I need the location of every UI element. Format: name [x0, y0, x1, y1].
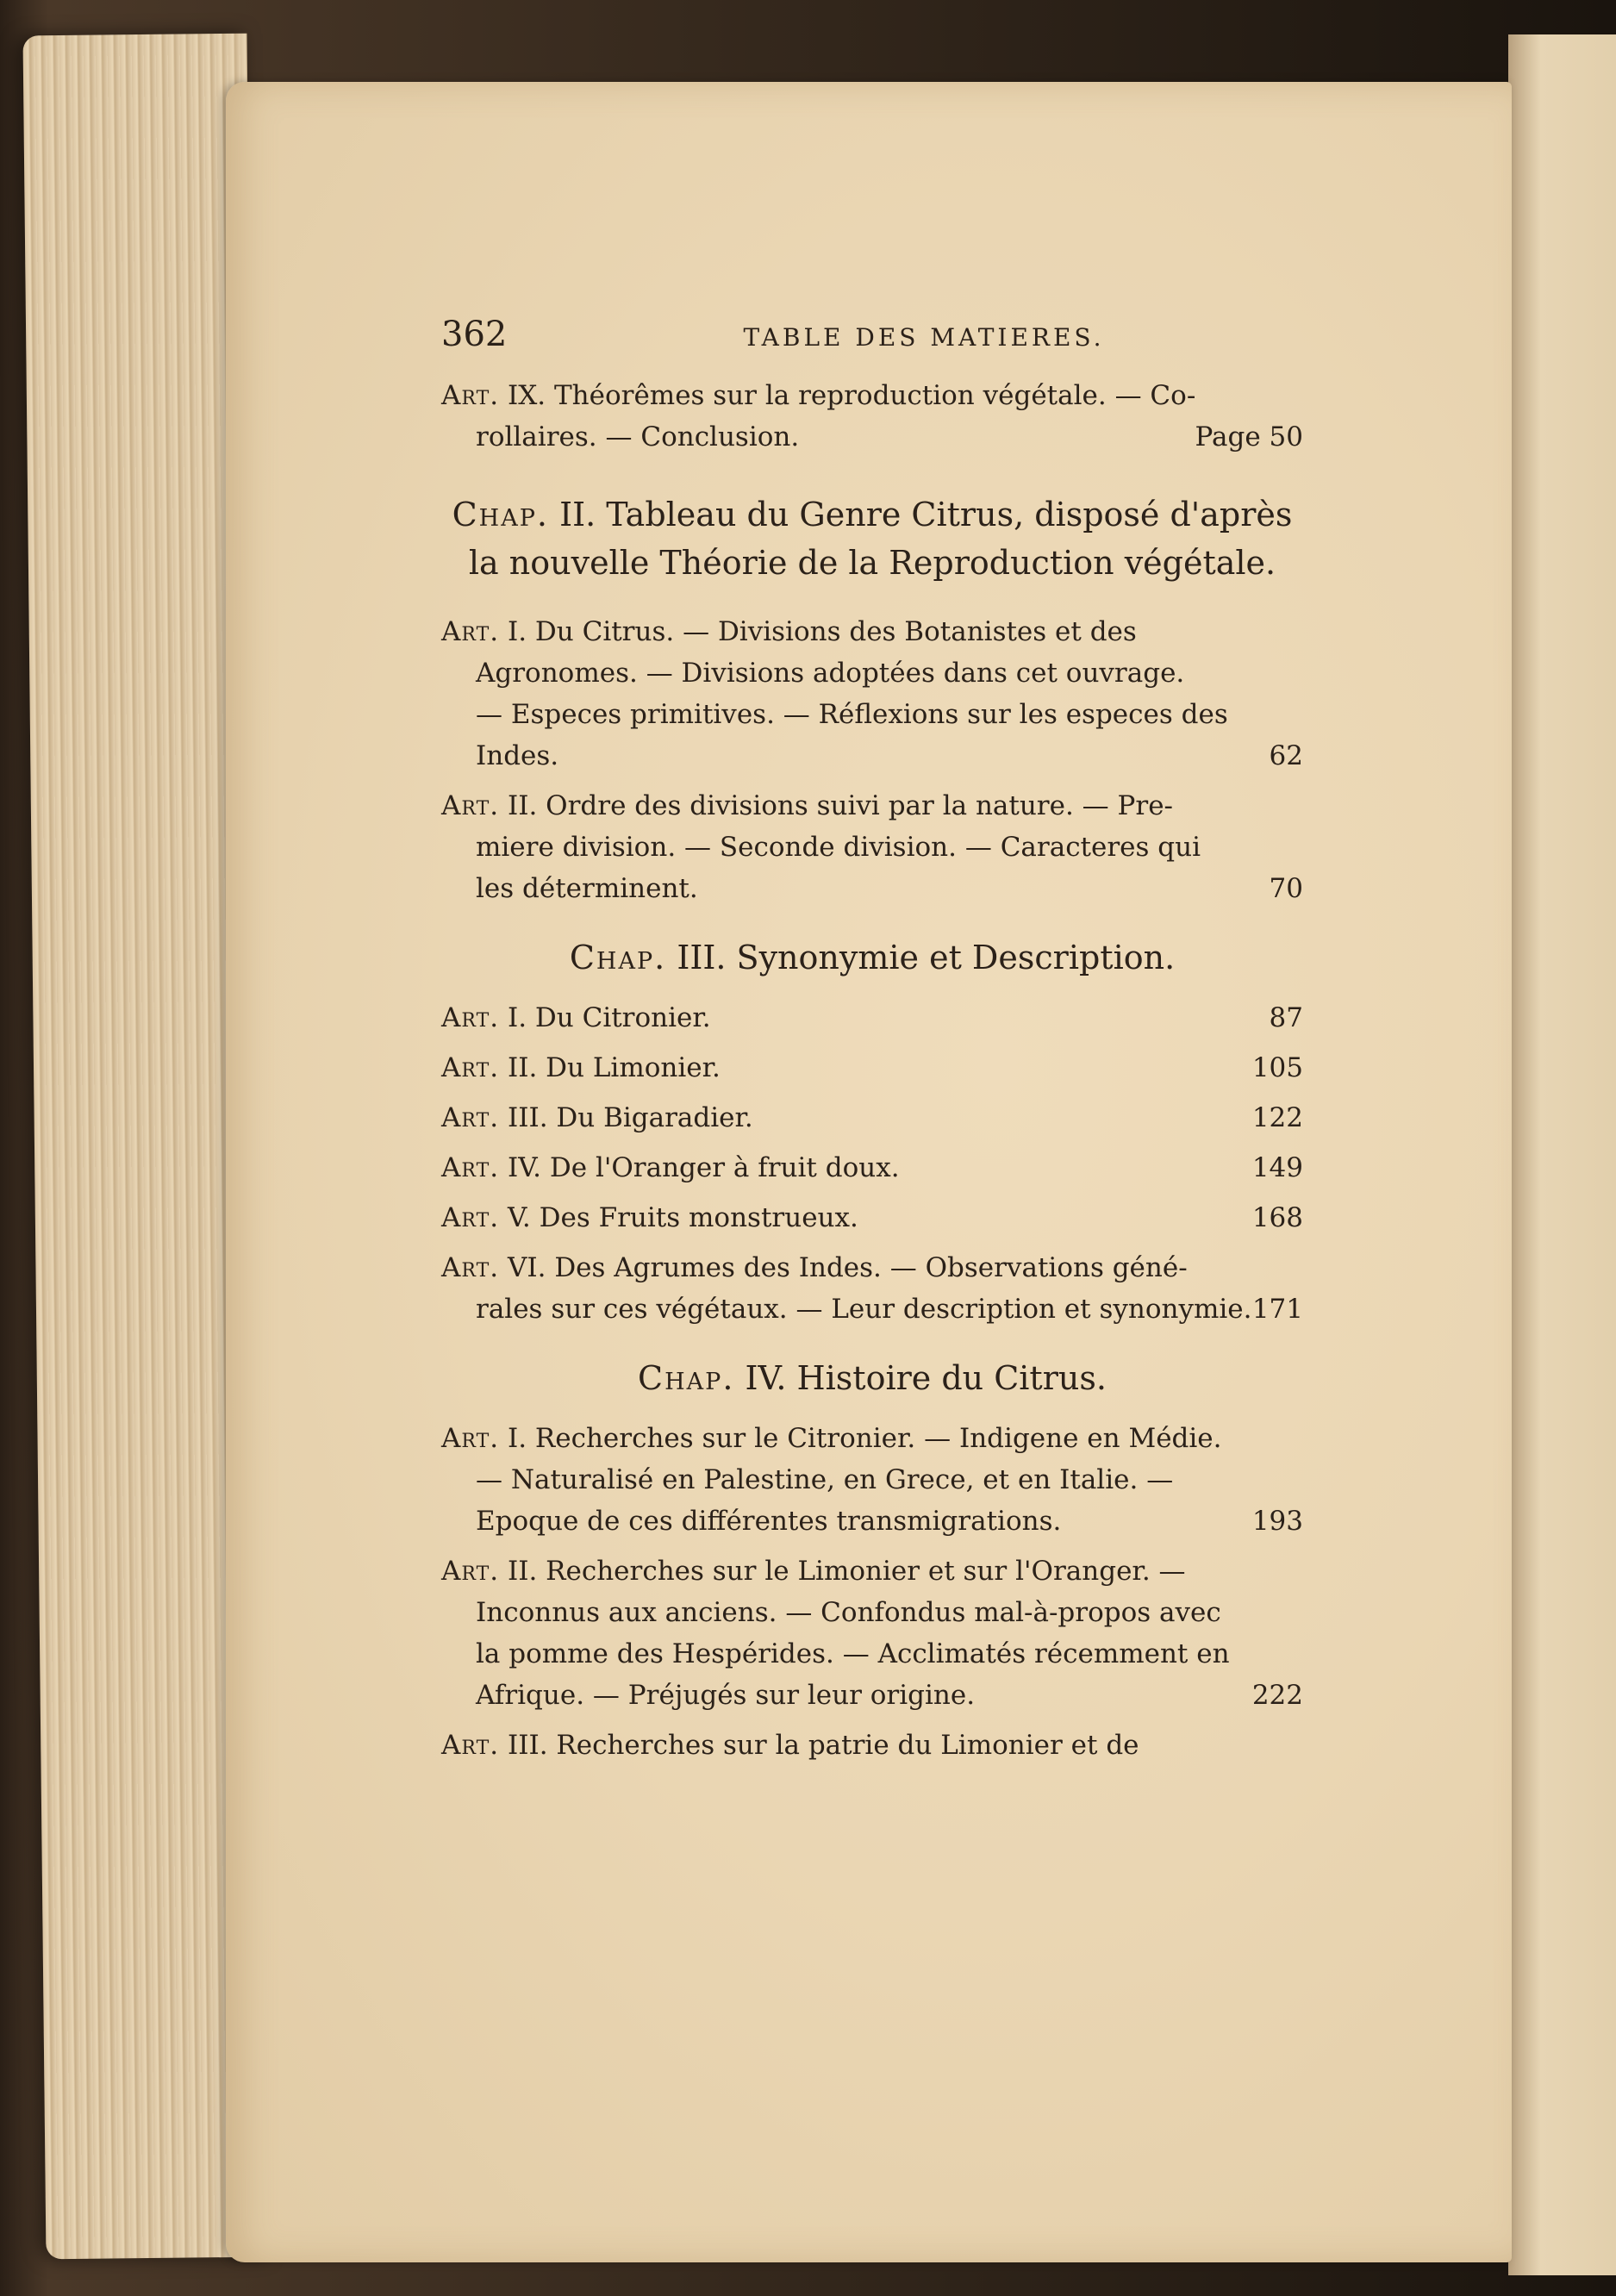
facing-page-strip: [1508, 34, 1616, 2275]
toc-entry: Art. I. Du Citrus. — Divisions des Botanistes et des Agronomes. — Divisions adoptées dans cet ouvrage. — Especes primitives. — Réflexions sur les especes des Indes. 62: [441, 611, 1303, 777]
page-ref: 122: [1251, 1102, 1303, 1133]
toc-entry: Art. VI. Des Agrumes des Indes. — Observations géné- rales sur ces végétaux. — Leur description et synonymie. 171: [441, 1247, 1303, 1330]
toc-entry: Art. III. Recherches sur la patrie du Limonier et de: [441, 1730, 1139, 1761]
page-ref: 105: [1251, 1052, 1303, 1083]
chapter-heading: Chap. III. Synonymie et Description.: [569, 939, 1176, 976]
toc-entry: Art. V. Des Fruits monstrueux. 168: [441, 1197, 1303, 1238]
toc-entry: Art. III. Du Bigaradier. 122: [441, 1097, 1303, 1139]
page-ref: 87: [1269, 1002, 1303, 1033]
toc-entry: Art. I. Recherches sur le Citronier. — Indigene en Médie. — Naturalisé en Palestine, en Grece, et en Italie. — Epoque de ces différentes transmigrations. 193: [441, 1418, 1303, 1542]
chapter-heading: Chap. IV. Histoire du Citrus.: [638, 1359, 1107, 1397]
toc-content: [441, 315, 1303, 1775]
toc-entry: Art. IV. De l'Oranger à fruit doux. 149: [441, 1147, 1303, 1189]
chapter-heading: Chap. II. Tableau du Genre Citrus, disposé d'après la nouvelle Théorie de la Reproduction végétale.: [452, 496, 1293, 582]
page-number: 362: [441, 315, 508, 354]
page-ref: 193: [1251, 1506, 1303, 1537]
page-ref: 70: [1269, 873, 1303, 904]
toc-entry: Art. II. Ordre des divisions suivi par la nature. — Pre- miere division. — Seconde division. — Caracteres qui les déterminent. 70: [441, 785, 1303, 909]
book-page: [226, 82, 1512, 2262]
toc-entry: Art. I. Du Citronier. 87: [441, 997, 1303, 1039]
toc-entry: Art. II. Du Limonier. 105: [441, 1047, 1303, 1089]
page-ref: 171: [1251, 1294, 1303, 1325]
running-title: TABLE DES MATIERES.: [743, 323, 1105, 352]
page-ref: 168: [1251, 1202, 1303, 1233]
page-header: [441, 315, 1303, 375]
toc-entry: Art. IX. Théorêmes sur la reproduction végétale. — Co- rollaires. — Conclusion. Page 50: [441, 375, 1303, 458]
page-ref: Page 50: [1195, 421, 1303, 452]
page-ref: 222: [1251, 1680, 1303, 1711]
toc-entry: Art. II. Recherches sur le Limonier et sur l'Oranger. — Inconnus aux anciens. — Confondus mal-à-propos avec la pomme des Hespérides. — Acclimatés récemment en Afrique. — Préjugés sur leur origine. 222: [441, 1550, 1303, 1716]
page-ref: 62: [1269, 740, 1303, 771]
page-ref: 149: [1251, 1152, 1303, 1183]
